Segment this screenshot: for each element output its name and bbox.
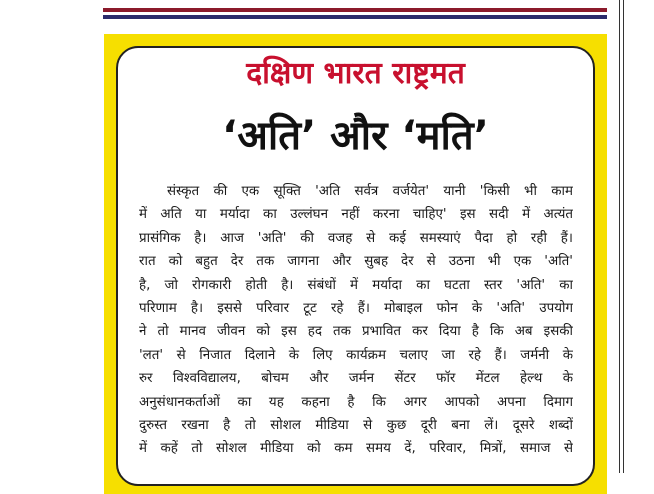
navy-rule [103,15,607,19]
masthead-title: दक्षिण भारत राष्ट्रमत [246,56,465,91]
body-line: रात को बहुत देर तक जागना और सुबह देर से उठना भी एक 'अति' [139,254,573,270]
body-line: परिणाम है। इससे परिवार टूट रहे हैं। मोबाइल फोन के 'अति' उपयोग [139,301,573,317]
body-line: दुरुस्त रखना है तो सोशल मीडिया से कुछ दूरी बना लें। दूसरे शब्दों [139,418,573,434]
body-line: में कहें तो सोशल मीडिया को कम समय दें, परिवार, मित्रों, समाज से [139,441,573,457]
header-rules [103,8,607,19]
body-line: संस्कृत की एक सूक्ति 'अति सर्वत्र वर्जयेत' यानी 'किसी भी काम [167,184,573,199]
maroon-rule [103,8,607,12]
body-line: में अति या मर्यादा का उल्लंघन नहीं करना चाहिए' इस सदी में अत्यंत [139,207,573,223]
body-line: 'लत' से निजात दिलाने के लिए कार्यक्रम चलाए जा रहे हैं। जर्मनी के [139,347,573,363]
body-line: अनुसंधानकर्ताओं का यह कहना है कि अगर आपको अपना दिमाग [139,394,573,410]
body-line: रुर विश्वविद्यालय, बोचम और जर्मन सेंटर फॉर मेंटल हेल्थ के [139,371,573,387]
column-divider-2 [623,0,624,473]
column-divider [619,0,620,473]
body-line: ने तो मानव जीवन को इस हद तक प्रभावित कर दिया है कि अब इसकी [139,324,573,340]
article-body [139,180,573,461]
body-line: है, जो रोगकारी होती है। संबंधों में मर्यादा का घटता स्तर 'अति' का [139,277,573,293]
body-line: प्रासंगिक है। आज 'अति' की वजह से कई समस्याएं पैदा हो रही हैं। [139,230,573,246]
article-headline: ‘अति’ और ‘मति’ [222,113,489,159]
